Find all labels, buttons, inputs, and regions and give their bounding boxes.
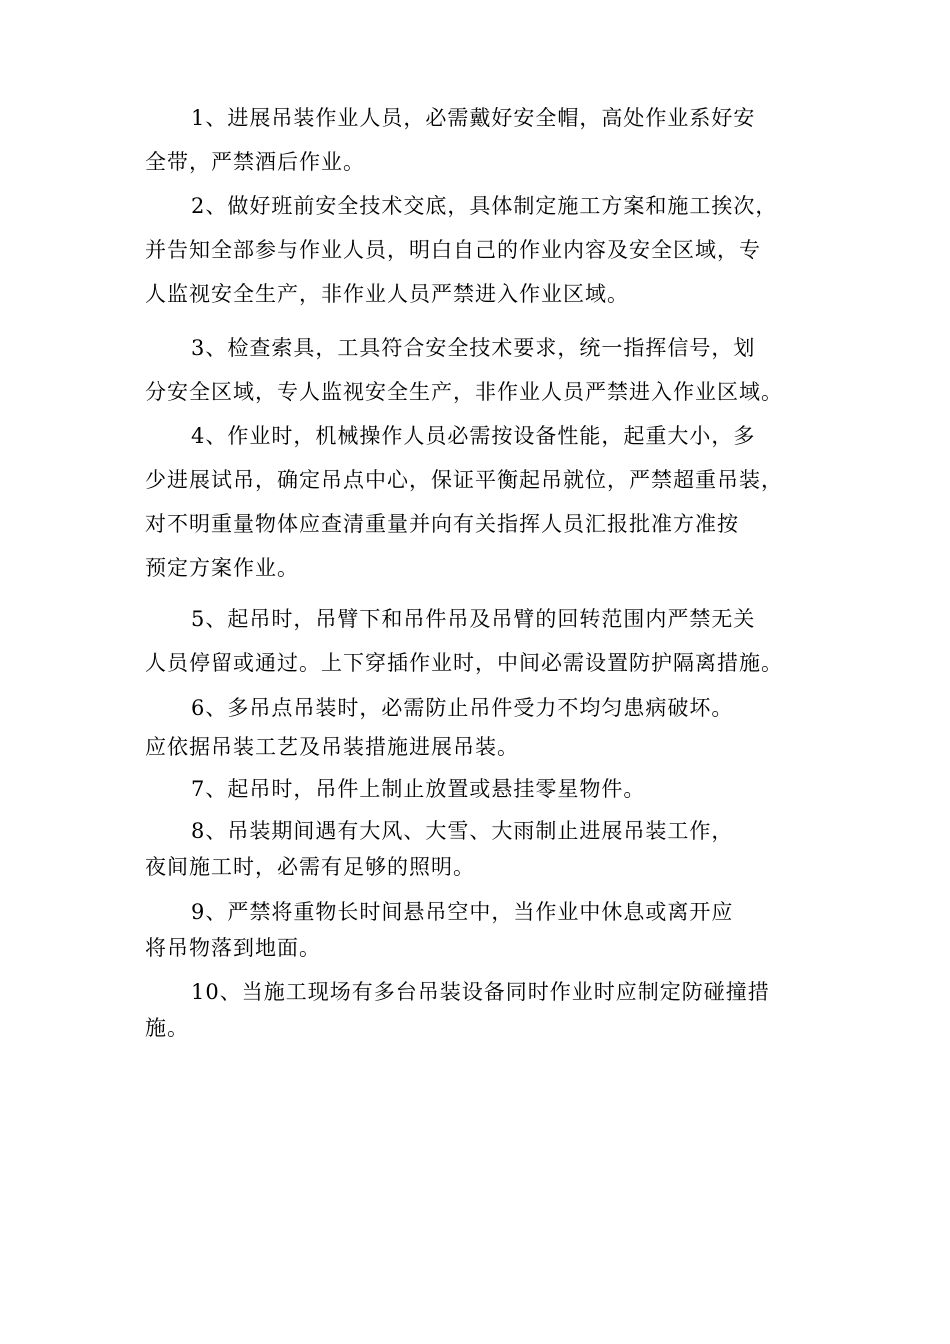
paragraph-5-line-2: 人员停留或通过。上下穿插作业时，中间必需设置防护隔离措施。 — [145, 651, 783, 675]
paragraph-4-line-2: 少进展试吊，确定吊点中心，保证平衡起吊就位，严禁超重吊装， — [145, 468, 783, 492]
paragraph-4 — [145, 414, 807, 590]
paragraph-2-line-3: 人监视安全生产，非作业人员严禁进入作业区域。 — [145, 282, 629, 306]
paragraph-3-line-1: 3、检查索具，工具符合安全技术要求，统一指挥信号，划 — [191, 336, 756, 360]
paragraph-3 — [145, 326, 807, 414]
paragraph-4-line-3: 对不明重量物体应查清重量并向有关指挥人员汇报批准方准按 — [145, 512, 739, 536]
paragraph-8-line-2: 夜间施工时，必需有足够的照明。 — [145, 855, 475, 879]
paragraph-2-line-1: 2、做好班前安全技术交底，具体制定施工方案和施工挨次， — [191, 194, 778, 218]
paragraph-10 — [145, 974, 807, 1046]
paragraph-9-line-1: 9、严禁将重物长时间悬吊空中，当作业中休息或离开应 — [191, 900, 734, 924]
paragraph-1-line-1: 1、进展吊装作业人员，必需戴好安全帽，高处作业系好安 — [191, 106, 756, 130]
paragraph-4-line-4: 预定方案作业。 — [145, 556, 299, 580]
paragraph-9 — [145, 894, 807, 966]
paragraph-3-line-2: 分安全区域，专人监视安全生产，非作业人员严禁进入作业区域。 — [145, 380, 783, 404]
paragraph-8-line-1: 8、吊装期间遇有大风、大雪、大雨制止进展吊装工作， — [191, 819, 734, 843]
paragraph-5 — [145, 597, 807, 685]
paragraph-10-line-2: 施。 — [145, 1016, 189, 1040]
paragraph-9-line-2: 将吊物落到地面。 — [145, 936, 321, 960]
paragraph-4-line-1: 4、作业时，机械操作人员必需按设备性能，起重大小，多 — [191, 424, 756, 448]
paragraph-6 — [145, 689, 807, 767]
paragraph-5-line-1: 5、起吊时，吊臂下和吊件吊及吊臂的回转范围内严禁无关 — [191, 607, 756, 631]
paragraph-6-line-2: 应依据吊装工艺及吊装措施进展吊装。 — [145, 735, 519, 759]
paragraph-6-line-1: 6、多吊点吊装时，必需防止吊件受力不均匀患病破坏。 — [191, 696, 734, 720]
paragraph-7 — [145, 770, 807, 809]
paragraph-2-line-2: 并告知全部参与作业人员，明白自己的作业内容及安全区域，专 — [145, 238, 761, 262]
paragraph-8 — [145, 813, 807, 885]
paragraph-7-line-1: 7、起吊时，吊件上制止放置或悬挂零星物件。 — [191, 777, 646, 801]
paragraph-1-line-2: 全带，严禁酒后作业。 — [145, 150, 365, 174]
paragraph-2 — [145, 184, 807, 316]
paragraph-1 — [145, 96, 807, 184]
paragraph-10-line-1: 10、当施工现场有多台吊装设备同时作业时应制定防碰撞措 — [191, 980, 770, 1004]
